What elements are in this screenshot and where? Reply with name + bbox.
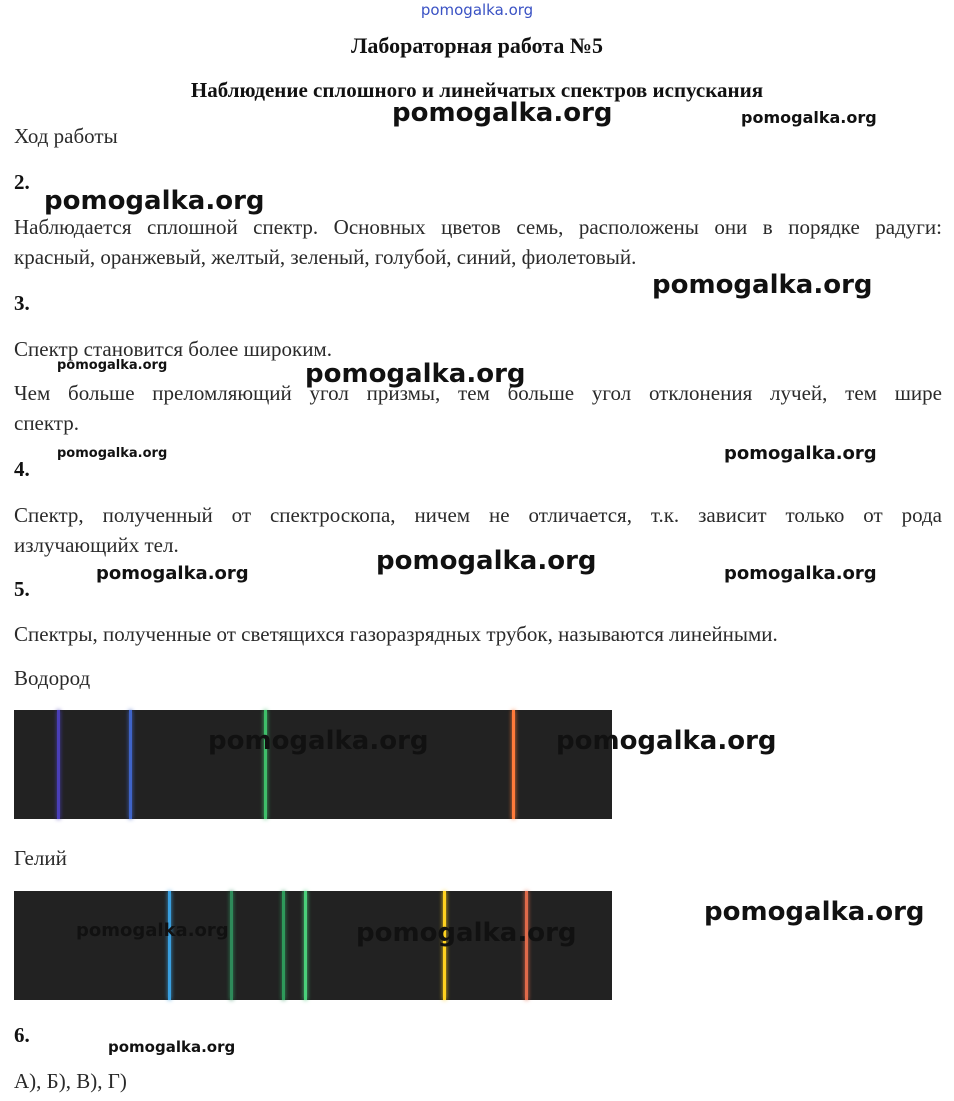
item-6-line-1: А), Б), В), Г) xyxy=(14,1069,127,1093)
watermark: pomogalka.org xyxy=(208,726,429,756)
watermark: pomogalka.org xyxy=(356,918,577,948)
item-number-2: 2. xyxy=(14,170,30,194)
item-2-line-2: красный, оранжевый, желтый, зеленый, голубой, синий, фиолетовый. xyxy=(14,245,637,269)
watermark: pomogalka.org xyxy=(108,1038,236,1056)
spectral-line xyxy=(230,891,233,1000)
item-number-3: 3. xyxy=(14,291,30,315)
spectral-line xyxy=(282,891,285,1000)
spectral-line xyxy=(57,710,60,819)
item-4-line-1: Спектр, полученный от спектроскопа, ничем не отличается, т.к. зависит только от рода xyxy=(14,503,942,527)
watermark: pomogalka.org xyxy=(76,920,229,941)
page-subtitle: Наблюдение сплошного и линейчатых спектров испускания xyxy=(190,78,764,102)
watermark: pomogalka.org xyxy=(556,726,777,756)
item-3-line-2: Чем больше преломляющий угол призмы, тем больше угол отклонения лучей, тем шире xyxy=(14,381,942,405)
watermark: pomogalka.org xyxy=(57,446,168,461)
watermark: pomogalka.org xyxy=(96,563,249,584)
item-3-line-1: Спектр становится более широким. xyxy=(14,337,332,361)
spectrum-label-helium: Гелий xyxy=(14,846,67,870)
item-4-line-2: излучающийх тел. xyxy=(14,533,179,557)
spectral-line xyxy=(168,891,171,1000)
item-number-5: 5. xyxy=(14,577,30,601)
watermark: pomogalka.org xyxy=(741,108,877,127)
watermark: pomogalka.org xyxy=(724,443,877,464)
item-number-4: 4. xyxy=(14,457,30,481)
spectral-line xyxy=(512,710,515,819)
item-number-6: 6. xyxy=(14,1023,30,1047)
spectrum-label-hydrogen: Водород xyxy=(14,666,91,690)
watermark: pomogalka.org xyxy=(44,186,265,216)
section-label: Ход работы xyxy=(14,124,118,148)
item-5-line-1: Спектры, полученные от светящихся газоразрядных трубок, называются линейными. xyxy=(14,622,778,646)
header-watermark: pomogalka.org xyxy=(420,1,534,19)
page-title: Лабораторная работа №5 xyxy=(351,33,603,58)
item-2-text xyxy=(14,212,942,272)
watermark: pomogalka.org xyxy=(724,563,877,584)
watermark: pomogalka.org xyxy=(652,270,873,300)
watermark: pomogalka.org xyxy=(305,359,526,389)
watermark: pomogalka.org xyxy=(376,546,597,576)
item-3-line-3: спектр. xyxy=(14,411,79,435)
item-2-line-1: Наблюдается сплошной спектр. Основных цветов семь, расположены они в порядке радуги: xyxy=(14,215,942,239)
watermark: pomogalka.org xyxy=(392,98,613,128)
watermark: pomogalka.org xyxy=(57,358,168,373)
spectral-line xyxy=(129,710,132,819)
spectral-line xyxy=(304,891,307,1000)
watermark: pomogalka.org xyxy=(704,897,925,927)
